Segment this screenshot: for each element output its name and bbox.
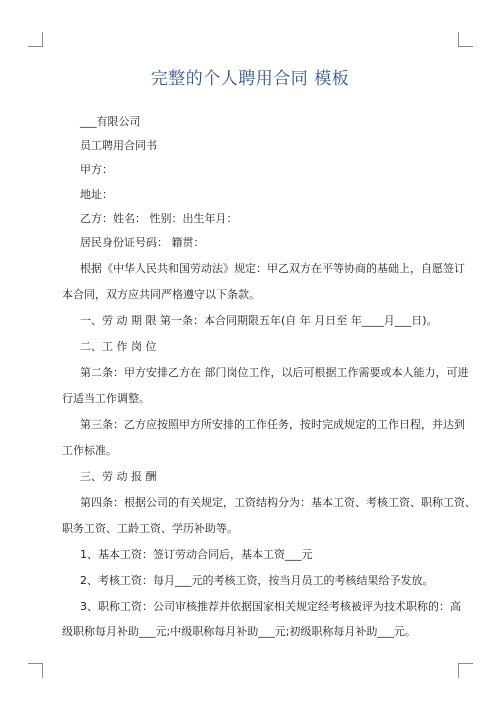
- clause-3-line-2: 工作标准。: [62, 444, 117, 457]
- crop-mark-bottom-right: [458, 663, 473, 678]
- party-a-line: 甲方：: [80, 163, 113, 176]
- clause-4-line-2: 职务工资、工龄工资、学历补助等。: [62, 522, 238, 535]
- clause-2-line-1: 第二条：甲方安排乙方在 部门岗位工作，以后可根据工作需要或本人能力，可进: [80, 366, 469, 379]
- title-salary-line-2: 级职称每月补助___元;中级职称每月补助___元;初级职称每月补助___元。: [62, 625, 416, 638]
- base-salary-line: 1、基本工资：签订劳动合同后，基本工资___元: [80, 548, 313, 561]
- crop-mark-top-left: [28, 32, 43, 47]
- id-number-line: 居民身份证号码： 籍贯：: [80, 236, 205, 249]
- clause-3-line-1: 第三条：乙方应按照甲方所安排的工作任务，按时完成规定的工作日程，并达到: [80, 418, 465, 431]
- section-2-heading: 二、工 作 岗 位: [80, 340, 157, 353]
- address-line: 地址：: [80, 188, 113, 201]
- preamble-line-1: 根据《中华人民共和国劳动法》规定：甲乙双方在平等协商的基础上，自愿签订: [80, 262, 465, 275]
- crop-mark-top-right: [458, 32, 473, 47]
- company-name-line: ___有限公司: [80, 115, 141, 128]
- party-b-line: 乙方：姓名： 性别：出生年月：: [80, 212, 238, 225]
- clause-4-line-1: 第四条：根据公司的有关规定，工资结构分为：基本工资、考核工资、职称工资、: [80, 496, 476, 509]
- clause-2-line-2: 行适当工作调整。: [62, 392, 150, 405]
- clause-1-term: 一、劳 动 期 限 第一条：本合同期限五年(自 年 月日至 年____月___日)。: [80, 314, 438, 327]
- document-title: 完整的个人聘用合同 模板: [150, 69, 350, 89]
- section-3-heading: 三、劳 动 报 酬: [80, 470, 157, 483]
- crop-mark-bottom-left: [28, 663, 43, 678]
- title-salary-line-1: 3、职称工资：公司审核推荐并依据国家相关规定经考核被评为技术职称的：高: [80, 600, 461, 613]
- contract-heading: 员工聘用合同书: [80, 139, 157, 152]
- preamble-line-2: 本合同，双方应共同严格遵守以下条款。: [62, 288, 260, 301]
- assessment-salary-line: 2、考核工资：每月___元的考核工资，按当月员工的考核结果给予发放。: [80, 574, 434, 587]
